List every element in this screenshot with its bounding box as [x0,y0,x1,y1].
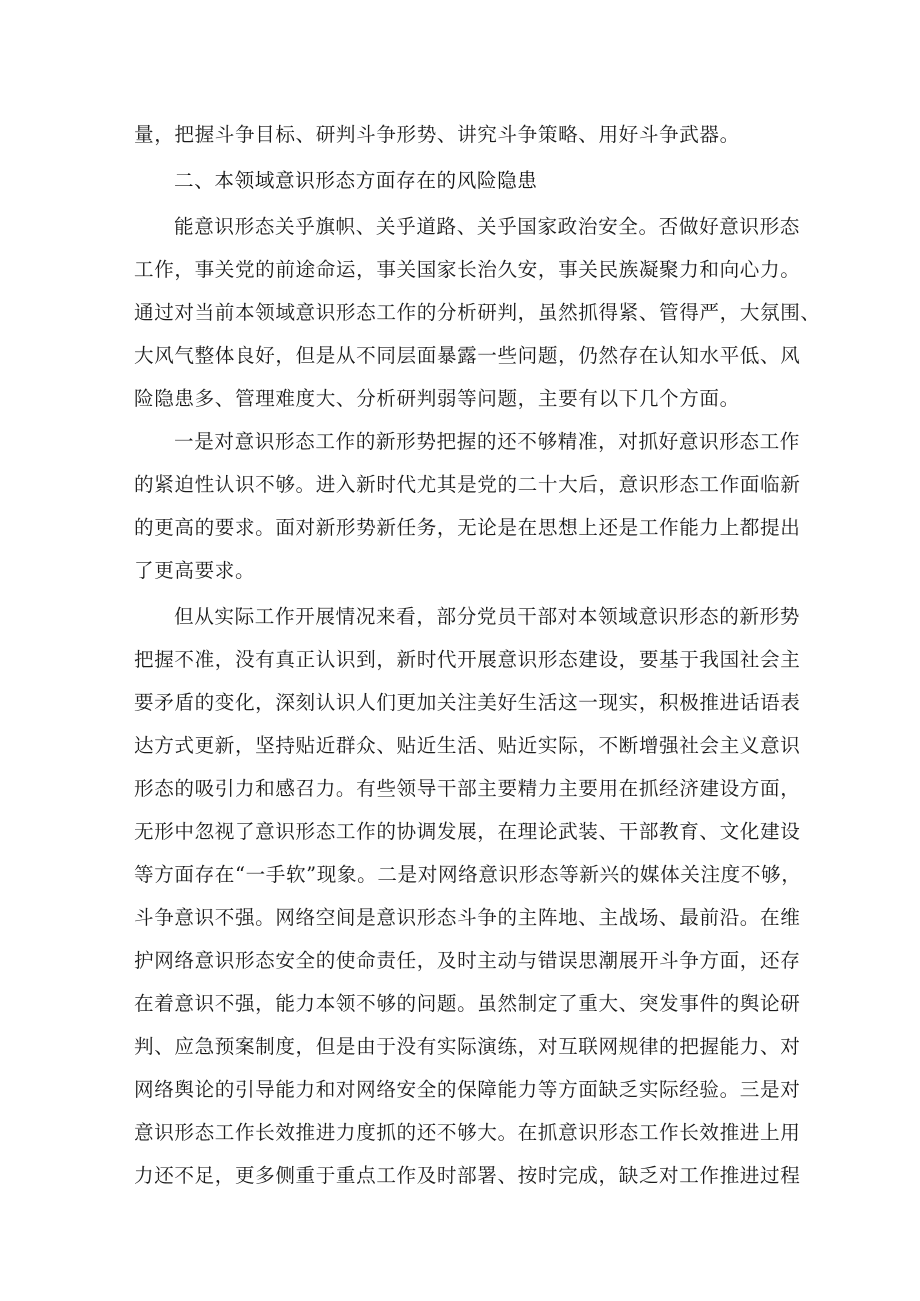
text-line: 量，把握斗争目标、研判斗争形势、讲究斗争策略、用好斗争武器。 [134,123,740,146]
text-line: 无形中忽视了意识形态工作的协调发展，在理论武装、干部教育、文化建设 [134,820,801,843]
text-line: 网络舆论的引导能力和对网络安全的保障能力等方面缺乏实际经验。三是对 [134,1078,801,1101]
text-line: 但从实际工作开展情况来看，部分党员干部对本领域意识形态的新形势 [174,605,801,628]
text-line: 一是对意识形态工作的新形势把握的还不够精准，对抓好意识形态工作 [174,430,801,453]
text-line: 工作，事关党的前途命运，事关国家长治久安，事关民族凝聚力和向心力。 [134,258,801,281]
text-line: 了更高要求。 [134,559,256,582]
text-line: 判、应急预案制度，但是由于没有实际演练，对互联网规律的把握能力、对 [134,1035,801,1058]
text-line: 等方面存在“一手软”现象。二是对网络意识形态等新兴的媒体关注度不够， [134,863,802,886]
text-line: 的更高的要求。面对新形势新任务，无论是在思想上还是工作能力上都提出 [134,516,801,539]
text-line: 的紧迫性认识不够。进入新时代尤其是党的二十大后，意识形态工作面临新 [134,473,801,496]
text-line: 力还不足，更多侧重于重点工作及时部署、按时完成，缺乏对工作推进过程 [134,1164,801,1187]
text-line: 把握不准，没有真正认识到，新时代开展意识形态建设，要基于我国社会主 [134,648,801,671]
text-line: 通过对当前本领域意识形态工作的分析研判，虽然抓得紧、管得严，大氛围、 [134,301,821,324]
text-line: 险隐患多、管理难度大、分析研判弱等问题，主要有以下几个方面。 [134,387,740,410]
text-line: 形态的吸引力和感召力。有些领导干部主要精力主要用在抓经济建设方面， [134,777,801,800]
text-line: 大风气整体良好，但是从不同层面暴露一些问题，仍然存在认知水平低、风 [134,344,801,367]
text-line: 护网络意识形态安全的使命责任，及时主动与错误思潮展开斗争方面，还存 [134,949,801,972]
text-line: 要矛盾的变化，深刻认识人们更加关注美好生活这一现实，积极推进话语表 [134,691,801,714]
text-line: 达方式更新，坚持贴近群众、贴近生活、贴近实际，不断增强社会主义意识 [134,734,801,757]
text-line: 斗争意识不强。网络空间是意识形态斗争的主阵地、主战场、最前沿。在维 [134,906,801,929]
text-line: 在着意识不强，能力本领不够的问题。虽然制定了重大、突发事件的舆论研 [134,992,801,1015]
section-heading: 二、本领域意识形态方面存在的风险隐患 [174,169,538,192]
text-line: 能意识形态关乎旗帜、关乎道路、关乎国家政治安全。否做好意识形态 [174,215,801,238]
text-line: 意识形态工作长效推进力度抓的还不够大。在抓意识形态工作长效推进上用 [134,1121,801,1144]
